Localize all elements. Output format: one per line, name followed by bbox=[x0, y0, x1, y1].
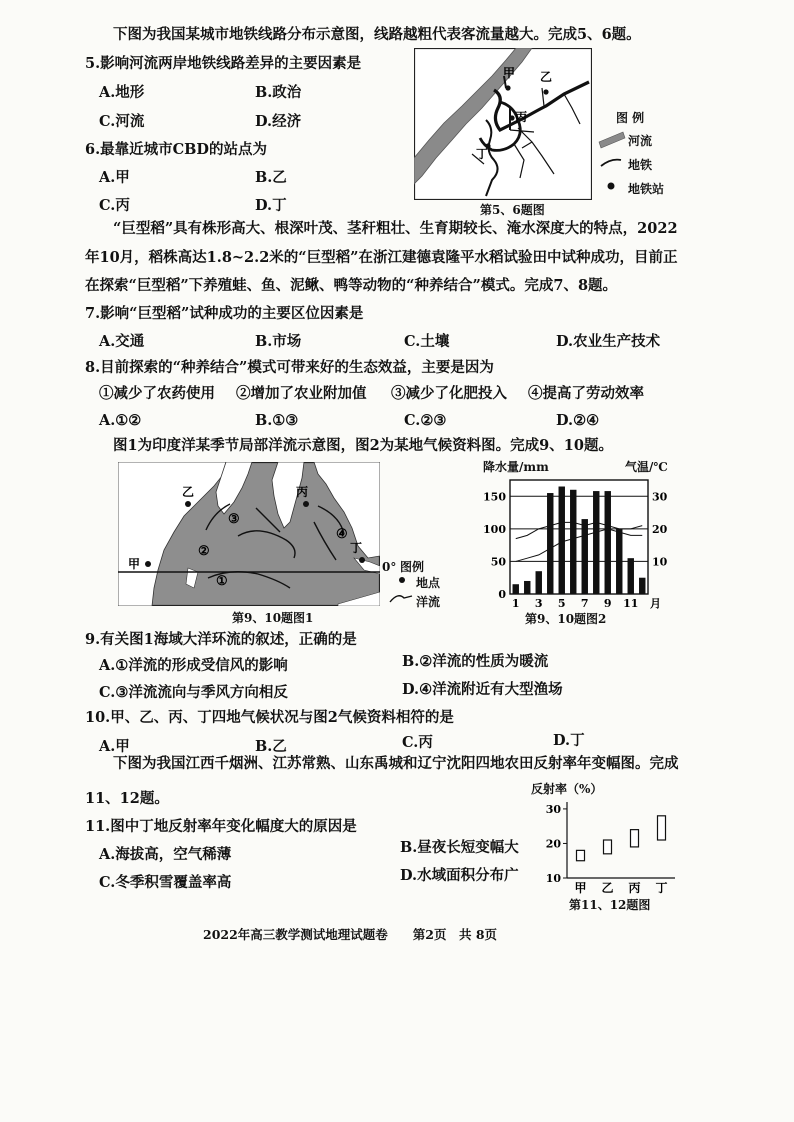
q7-option-d: D.农业生产技术 bbox=[556, 333, 661, 350]
fig56-legend-station: 地铁站 bbox=[628, 182, 665, 196]
fig1112-caption: 第11、12题图 bbox=[569, 898, 651, 912]
q10-option-a: A.甲 bbox=[99, 738, 130, 755]
fig910-1-legend-title: 图例 bbox=[400, 560, 425, 574]
q11-option-c: C.冬季积雪覆盖率高 bbox=[99, 874, 232, 891]
fig910-1-legend-symbols bbox=[388, 574, 416, 608]
current-label-1: ① bbox=[216, 574, 228, 589]
q5-option-a: A.地形 bbox=[99, 84, 145, 101]
q6-option-c: C.丙 bbox=[99, 197, 130, 214]
q10-stem: 10.甲、乙、丙、丁四地气候状况与图2气候资料相符的是 bbox=[85, 709, 454, 726]
precip-bar bbox=[524, 581, 530, 594]
q5-option-b: B.政治 bbox=[255, 84, 302, 101]
precip-bar bbox=[547, 493, 553, 594]
q9-option-d: D.④洋流附近有大型渔场 bbox=[402, 681, 563, 698]
place-yi-dot bbox=[185, 501, 191, 507]
climate-x-tick-label: 5 bbox=[557, 597, 566, 610]
equator-label: 0° bbox=[382, 560, 397, 574]
q11-option-d: D.水域面积分布广 bbox=[400, 867, 519, 884]
q9-option-c: C.③洋流流向与季风方向相反 bbox=[99, 684, 288, 701]
precip-bar bbox=[559, 487, 565, 594]
intro-9-10: 图1为印度洋某季节局部洋流示意图，图2为某地气候资料图。完成9、10题。 bbox=[113, 437, 613, 454]
climate-chart bbox=[480, 472, 672, 610]
reflectance-category-label: 丁 bbox=[655, 881, 668, 895]
reflectance-range-box bbox=[658, 816, 666, 840]
reflectance-tick-label: 30 bbox=[545, 802, 561, 816]
station-label-yi: 乙 bbox=[540, 70, 553, 84]
q8-item-3: ③减少了化肥投入 bbox=[391, 385, 507, 402]
q11-option-a: A.海拔高，空气稀薄 bbox=[99, 846, 232, 863]
q8-option-a: A.①② bbox=[99, 412, 142, 429]
q6-stem: 6.最靠近城市CBD的站点为 bbox=[85, 141, 268, 158]
station-label-ding: 丁 bbox=[476, 147, 489, 161]
legend-station-icon bbox=[608, 183, 615, 190]
reflectance-tick-label: 10 bbox=[545, 872, 561, 885]
precip-bar bbox=[628, 558, 634, 594]
q7-option-a: A.交通 bbox=[99, 333, 145, 350]
legend-river-icon bbox=[599, 132, 625, 148]
page-footer: 2022年高三教学测试地理试题卷 第2页 共 8页 bbox=[203, 927, 498, 942]
fig910-1-caption: 第9、10题图1 bbox=[232, 611, 314, 625]
intro-7-8-line3: 在探索“巨型稻”下养殖蛙、鱼、泥鳅、鸭等动物的“种养结合”模式。完成7、8题。 bbox=[85, 277, 618, 294]
reflectance-range-box bbox=[577, 850, 585, 860]
reflectance-category-label: 丙 bbox=[628, 881, 641, 895]
intro-11-12-line2: 11、12题。 bbox=[85, 790, 169, 807]
current-label-4: ④ bbox=[336, 527, 348, 542]
place-label-jia: 甲 bbox=[128, 557, 141, 571]
climate-x-tick-label: 9 bbox=[603, 597, 612, 610]
q7-option-b: B.市场 bbox=[255, 333, 302, 350]
station-bing bbox=[509, 115, 514, 120]
q6-option-b: B.乙 bbox=[255, 169, 287, 186]
q7-stem: 7.影响“巨型稻”试种成功的主要区位因素是 bbox=[85, 305, 364, 322]
reflectance-category-label: 乙 bbox=[601, 881, 614, 895]
current-label-3: ③ bbox=[228, 512, 240, 527]
climate-left-tick-label: 0 bbox=[498, 588, 506, 601]
fig56-legend-title: 图 例 bbox=[616, 111, 645, 125]
fig56-legend-metro: 地铁 bbox=[628, 158, 653, 172]
climate-x-unit-label: 月 bbox=[650, 597, 661, 610]
precip-bar bbox=[639, 578, 645, 594]
climate-x-tick-label: 3 bbox=[534, 597, 543, 610]
climate-left-tick-label: 50 bbox=[490, 555, 506, 569]
q8-item-1: ①减少了农药使用 bbox=[99, 385, 215, 402]
intro-11-12-line1: 下图为我国江西千烟洲、江苏常熟、山东禹城和辽宁沈阳四地农田反射率年变幅图。完成 bbox=[113, 755, 679, 772]
precip-bar bbox=[513, 584, 519, 594]
climate-right-tick-label: 20 bbox=[652, 522, 668, 536]
metro-map-figure bbox=[414, 48, 592, 200]
precip-bar bbox=[616, 529, 622, 594]
q9-stem: 9.有关图1海域大洋环流的叙述，正确的是 bbox=[85, 631, 357, 648]
place-ding-dot bbox=[359, 557, 365, 563]
q11-stem: 11.图中丁地反射率年变化幅度大的原因是 bbox=[85, 818, 357, 835]
intro-7-8-line2: 年10月，稻株高达1.8~2.2米的“巨型稻”在浙江建德袁隆平水稻试验田中试种成功，目前正 bbox=[85, 249, 678, 266]
q8-item-4: ④提高了劳动效率 bbox=[528, 385, 644, 402]
indian-ocean-map-figure bbox=[118, 462, 380, 606]
place-bing-dot bbox=[303, 501, 309, 507]
q8-option-d: D.②④ bbox=[556, 412, 600, 429]
intro-5-6: 下图为我国某城市地铁线路分布示意图，线路越粗代表客流量越大。完成5、6题。 bbox=[113, 26, 641, 43]
precip-bar bbox=[536, 571, 542, 594]
q9-option-a: A.①洋流的形成受信风的影响 bbox=[99, 657, 288, 674]
q6-option-d: D.丁 bbox=[255, 197, 287, 214]
reflectance-range-box bbox=[631, 830, 639, 847]
precip-bar bbox=[593, 491, 599, 594]
reflectance-tick-label: 20 bbox=[545, 837, 561, 851]
climate-x-tick-label: 1 bbox=[511, 597, 520, 610]
q10-option-c: C.丙 bbox=[402, 734, 433, 751]
climate-x-tick-label: 7 bbox=[580, 597, 589, 610]
reflectance-ylabel: 反射率（%） bbox=[531, 782, 603, 796]
q7-option-c: C.土壤 bbox=[404, 333, 450, 350]
station-label-jia: 甲 bbox=[503, 66, 516, 80]
climate-ylabel-right: 气温/℃ bbox=[625, 460, 668, 474]
q11-option-b: B.昼夜长短变幅大 bbox=[400, 839, 519, 856]
climate-right-tick-label: 30 bbox=[652, 490, 668, 504]
climate-x-tick-label: 11 bbox=[623, 597, 639, 610]
q6-option-a: A.甲 bbox=[99, 169, 130, 186]
precip-bar bbox=[582, 519, 588, 594]
place-label-yi: 乙 bbox=[182, 485, 195, 499]
fig56-legend-river: 河流 bbox=[628, 134, 653, 148]
q9-option-b: B.②洋流的性质为暖流 bbox=[402, 653, 549, 670]
q10-option-b: B.乙 bbox=[255, 738, 287, 755]
fig910-2-caption: 第9、10题图2 bbox=[525, 612, 607, 626]
q10-option-d: D.丁 bbox=[553, 732, 585, 749]
precip-bar bbox=[605, 491, 611, 594]
place-jia-dot bbox=[145, 561, 151, 567]
q5-stem: 5.影响河流两岸地铁线路差异的主要因素是 bbox=[85, 55, 362, 72]
q8-option-b: B.①③ bbox=[255, 412, 299, 429]
climate-left-tick-label: 150 bbox=[483, 490, 506, 504]
fig56-legend-symbols bbox=[597, 128, 627, 198]
place-label-ding: 丁 bbox=[350, 541, 363, 555]
station-yi bbox=[543, 89, 548, 94]
legend-current-icon bbox=[390, 596, 412, 602]
intro-7-8-line1: “巨型稻”具有株形高大、根深叶茂、茎秆粗壮、生育期较长、淹水深度大的特点，2022 bbox=[113, 220, 678, 237]
fig56-caption: 第5、6题图 bbox=[480, 203, 545, 217]
climate-left-tick-label: 100 bbox=[483, 522, 506, 536]
q8-stem: 8.目前探索的“种养结合”模式可带来好的生态效益，主要是因为 bbox=[85, 359, 494, 376]
station-jia bbox=[505, 85, 510, 90]
climate-right-tick-label: 10 bbox=[652, 555, 668, 569]
current-label-2: ② bbox=[198, 544, 210, 559]
reflectance-range-box bbox=[604, 840, 612, 854]
q8-option-c: C.②③ bbox=[404, 412, 447, 429]
place-label-bing: 丙 bbox=[296, 485, 309, 499]
reflectance-chart bbox=[535, 796, 685, 896]
precip-bar bbox=[570, 490, 576, 594]
q8-item-2: ②增加了农业附加值 bbox=[236, 385, 367, 402]
station-label-bing: 丙 bbox=[515, 110, 528, 124]
legend-place-icon bbox=[399, 577, 405, 583]
fig910-1-legend-current: 洋流 bbox=[416, 595, 441, 609]
reflectance-category-label: 甲 bbox=[574, 881, 587, 895]
fig910-1-legend-place: 地点 bbox=[416, 576, 441, 590]
q5-option-d: D.经济 bbox=[255, 113, 302, 130]
legend-metro-icon bbox=[601, 160, 621, 166]
climate-ylabel-left: 降水量/mm bbox=[483, 460, 549, 474]
q5-option-c: C.河流 bbox=[99, 113, 145, 130]
